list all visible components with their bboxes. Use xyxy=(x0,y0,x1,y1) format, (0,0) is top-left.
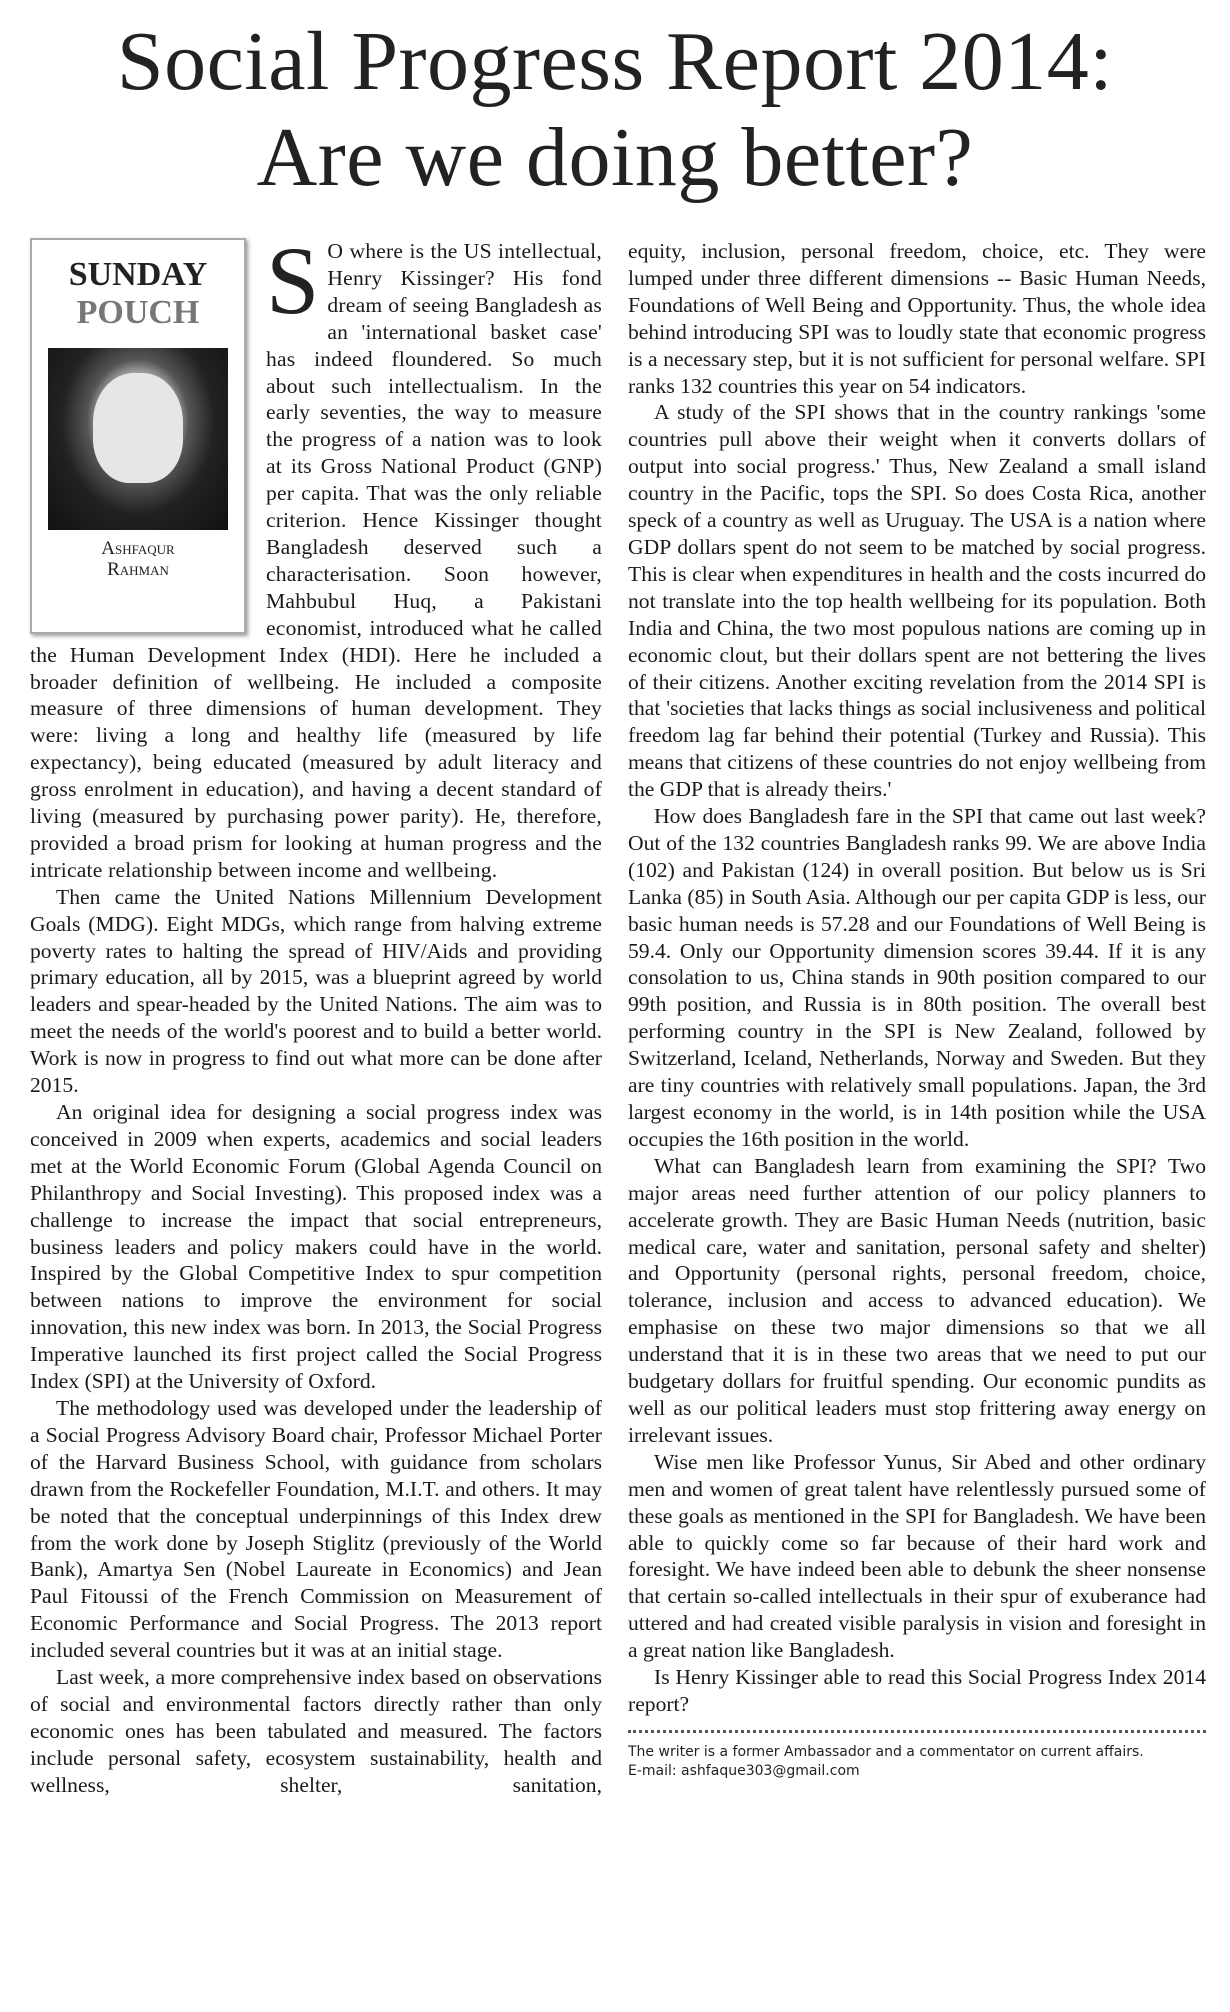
paragraph-2: Then came the United Nations Millennium Development Goals (MDG). Eight MDGs, which range from halving extreme poverty rates to halting the spread of HIV/Aids and providing primary education, all by 2015, was a blueprint agreed by world leaders and spear-headed by the United Nations. The aim was to meet the needs of the world's poorest and to build a better world. Work is now in progress to find out what more can be done after 2015. xyxy=(30,884,602,1098)
paragraph-3: An original idea for designing a social progress index was conceived in 2009 when experts, academics and social leaders met at the World Economic Forum (Global Agenda Council on Philanthropy and Social Investing). This proposed index was a challenge to increase the impact that social entrepreneurs, business leaders and policy makers could have in the world. Inspired by the Global Competitive Index to spur competition between nations to improve the environment for social innovation, this new index was born. In 2013, the Social Progress Imperative launched its first project called the Social Progress Index (SPI) at the University of Oxford. xyxy=(30,1100,602,1394)
paragraph-8: What can Bangladesh learn from examining the SPI? Two major areas need further attention of our policy planners to accelerate growth. They are Basic Human Needs (nutrition, basic medical care, water and sanitation, personal safety and shelter) and Opportunity (personal rights, personal freedom, choice, tolerance, inclusion and access to advanced education). We emphasise on these two major dimensions so that we all understand that it is in these two areas that we need to put our budgetary dollars for fruitful spending. Our economic pundits as well as our political leaders must stop frittering away energy on irrelevant issues. xyxy=(628,1153,1206,1447)
author-email: E-mail: ashfaque303@gmail.com xyxy=(628,1762,860,1779)
paragraph-5-part-1: Last week, a more comprehensive index based on observations of social and environmental factors directly rather than only economic ones has been tabulated and measured. The factors include personal safety, ecosystem sustainability, health and wellness, shelter, sanitation, xyxy=(30,1665,602,1797)
article-column-right xyxy=(628,238,1206,1781)
dotted-divider xyxy=(628,1730,1206,1733)
paragraph-9: Wise men like Professor Yunus, Sir Abed and other ordinary men and women of great talent have relentlessly pursued some of these goals as mentioned in the SPI for Bangladesh. We have been able to quickly come so far because of their hard work and foresight. We have indeed been able to debunk the sheer nonsense that certain so-called intellectuals in their spur of exuberance had uttered and had created visible paralysis in vision and foresight in a great nation like Bangladesh. xyxy=(628,1449,1206,1663)
article-column-left xyxy=(30,227,602,1799)
paragraph-10: Is Henry Kissinger able to read this Social Progress Index 2014 report? xyxy=(628,1665,1206,1716)
headline-line-1: Social Progress Report 2014: xyxy=(116,15,1114,108)
paragraph-5-part-2: equity, inclusion, personal freedom, choice, etc. They were lumped under three different dimensions -- Basic Human Needs, Foundations of Well Being and Opportunity. Thus, the whole idea behind introducing SPI was to loudly state that economic progress is a necessary step, but it is not sufficient for personal welfare. SPI ranks 132 countries this year on 54 indicators. xyxy=(628,239,1206,398)
headline-line-2: Are we doing better? xyxy=(256,111,974,204)
author-first-name: Ashfaqur xyxy=(101,538,175,559)
paragraph-4: The methodology used was developed under the leadership of a Social Progress Advisory Board chair, Professor Michael Porter of the Harvard Business School, with guidance from scholars drawn from the Rockefeller Foundation, M.I.T. and others. It may be noted that the conceptual underpinnings of this Index drew from the work done by Joseph Stiglitz (previously of the World Bank), Amartya Sen (Nobel Laureate in Economics) and Jean Paul Fitoussi of the French Commission on Measurement of Economic Performance and Social Progress. The 2013 report included several countries but it was at an initial stage. xyxy=(30,1395,602,1663)
author-photo xyxy=(48,348,228,530)
paragraph-7: How does Bangladesh fare in the SPI that came out last week? Out of the 132 countries Bangladesh ranks 99. We are above India (102) and Pakistan (124) in overall position. But below us is Sri Lanka (85) in South Asia. Although our per capita GDP is less, our basic human needs is 57.28 and our Foundations of Well Being is 59.4. Only our Opportunity dimension scores 39.44. If it is any consolation to us, China stands in 90th position compared to our 99th position, and Russia is in 80th position. The overall best performing country in the SPI is New Zealand, followed by Switzerland, Iceland, Netherlands, Norway and Sweden. But they are tiny countries with relatively small populations. Japan, the 3rd largest economy in the world, is in 14th position while the USA occupies the 16th position in the world. xyxy=(628,804,1206,1151)
column-title-sunday: SUNDAY xyxy=(68,256,208,293)
author-last-name: Rahman xyxy=(107,559,169,580)
column-badge-box xyxy=(30,238,246,634)
column-title-pouch: POUCH xyxy=(76,294,200,331)
paragraph-1: O where is the US intellectual, Henry Kissinger? His fond dream of seeing Bangladesh as an 'international basket case' has indeed floundered. So much about such intellectualism. In the early seventies, the way to measure the progress of a nation was to look at its Gross National Product (GNP) per capita. That was the only reliable criterion. Hence Kissinger thought Bangladesh deserved such a characterisation. Soon however, Mahbubul Huq, a Pakistani economist, introduced what he called the Human Development Index (HDI). Here he included a broader definition of wellbeing. He included a composite measure of three dimensions of human development. They were: living a long and healthy life (measured by life expectancy), being educated (measured by adult literacy and gross enrolment in education), and having a decent standard of living (measured by purchasing power parity). He, therefore, provided a broad prism for looking at human progress and the intricate relationship between income and wellbeing. xyxy=(30,239,602,882)
paragraph-6: A study of the SPI shows that in the country rankings 'some countries pull above their weight when it converts dollars of output into social progress.' Thus, New Zealand a small island country in the Pacific, tops the SPI. So does Costa Rica, another speck of a country as well as Uruguay. The USA is a nation where GDP dollars spent do not seem to be matched by social progress. This is clear when expenditures in health and the costs incurred do not translate into the top health wellbeing for its population. Both India and China, the two most populous nations are coming up in economic clout, but their dollars spent are not bettering the lives of their citizens. Another exciting revelation from the 2014 SPI is that 'societies that lacks things as social inclusiveness and political freedom lag far behind their potential (Turkey and Russia). This means that citizens of these countries do not enjoy wellbeing from the GDP that is already theirs.' xyxy=(628,400,1206,802)
drop-cap: S xyxy=(266,227,320,334)
author-bio: The writer is a former Ambassador and a commentator on current affairs. xyxy=(628,1743,1144,1760)
headline xyxy=(0,14,1230,206)
